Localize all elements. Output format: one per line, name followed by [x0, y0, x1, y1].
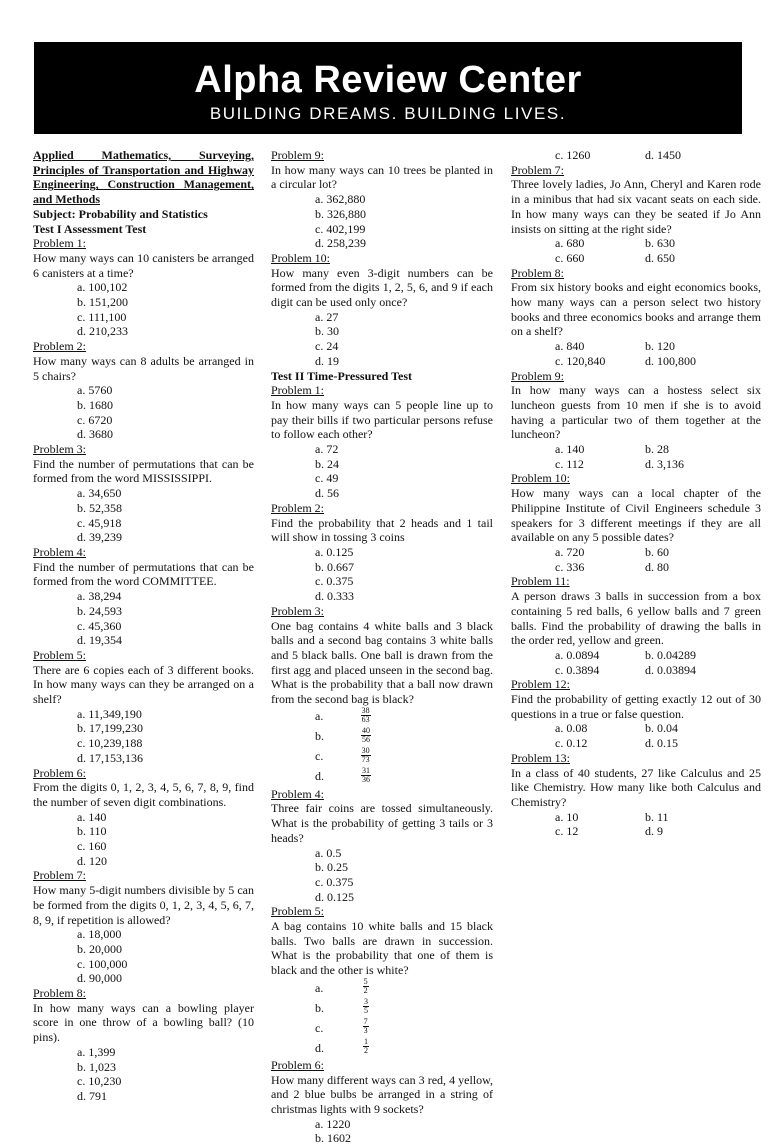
choices: a. 720 b. 60 c. 336 d. 80 — [555, 544, 669, 574]
center-title: Alpha Review Center — [194, 59, 582, 101]
choices: a. 27 b. 30 c. 24 d. 19 — [315, 309, 339, 368]
choices: a. 840 b. 120 c. 120,840 d. 100,800 — [555, 339, 696, 368]
choices: a. 140 b. 28 c. 112 d. 3,136 — [555, 442, 684, 471]
column-2 — [271, 148, 493, 1146]
choices: a. 38,294 b. 24,593 c. 45,360 d. 19,354 — [77, 589, 122, 648]
choices: a. 1220 b. 1602 — [315, 1116, 351, 1146]
subject-line: Subject: Probability and Statistics — [33, 206, 208, 221]
t2-problem-2: Problem 2: Find the probability that 2 heads and 1 tail will show in tossing 3 coins a. 0.125 b. 0.667 c. 0.375 d. 0.333 — [271, 500, 493, 604]
problem-7: Problem 7: How many 5-digit numbers divisible by 5 can be formed from the digits 0, 1, 2, 3, 4, 5, 6, 7, 8, 9, if repetition is allowed? a. 18,000 b. 20,000 c. 100,000 d. 90,000 — [33, 868, 254, 986]
choices: a. 1,399 b. 1,023 c. 10,230 d. 791 — [77, 1044, 122, 1103]
choices: a. 362,880 b. 326,880 c. 402,199 d. 258,239 — [315, 192, 366, 251]
choices: a. 5760 b. 1680 c. 6720 d. 3680 — [77, 383, 113, 442]
header-banner — [34, 42, 742, 134]
problem-8: Problem 8: In how many ways can a bowling player score in one throw of a bowling ball? (10 pins). a. 1,399 b. 1,023 c. 10,230 d. 791 — [33, 986, 254, 1103]
fraction: $\frac{3}{5}$ — [364, 996, 368, 1015]
problem-10: Problem 10: How many even 3-digit numbers can be formed from the digits 1, 2, 5, 6, and 9 if each digit can be used only once? a. 27 b. 30 c. 24 d. 19 — [271, 250, 493, 368]
choices: a. 100,102 b. 151,200 c. 111,100 d. 210,233 — [77, 280, 128, 339]
choices: a. 10 b. 11 c. 12 d. 9 — [555, 809, 669, 839]
choices: a. 0.125 b. 0.667 c. 0.375 d. 0.333 — [315, 544, 354, 604]
t2-problem-4: Problem 4: Three fair coins are tossed simultaneously. What is the probability of getting 3 tails or 3 heads? a. 0.5 b. 0.25 c. 0.375 d. 0.125 — [271, 786, 493, 904]
center-tagline: BUILDING DREAMS. BUILDING LIVES. — [209, 104, 567, 123]
fraction-choices: a. $\frac{38}{63}$ b. $\frac{40}{56}$ c. $\frac{30}{73}$ d. $\frac{31}{36}$ — [271, 707, 493, 787]
test-2-heading: Test II Time-Pressured Test — [271, 368, 413, 383]
choices: a. 11,349,190 b. 17,199,230 c. 10,239,188 d. 17,153,136 — [77, 706, 143, 765]
fraction: $\frac{40}{56}$ — [362, 725, 370, 744]
t2-problem-5: Problem 5: A bag contains 10 white balls and 15 black balls. Two balls are drawn in succession. What is the probability that one of them is black and the other is white? a. $\frac{5}{2}$ b. $\frac{3}{5}$ c. $\frac{7}{3}$ d. $\frac{1}{2}$ — [271, 904, 493, 1058]
t2-problem-6: Problem 6: How many different ways can 3 red, 4 yellow, and 2 blue bulbs be arranged in a string of christmas lights with 9 sockets? a. 1220 b. 1602 — [271, 1057, 493, 1146]
choices: a. 34,650 b. 52,358 c. 45,918 d. 39,239 — [77, 486, 122, 545]
choices: a. 140 b. 110 c. 160 d. 120 — [77, 809, 107, 868]
t2-problem-10: Problem 10: How many ways can a local chapter of the Philippine Institute of Civil Engineers schedule 3 speakers for 3 different meetings if they are all available on any 5 possible dates? a. 720 b. 60 c. 336 d. 80 — [511, 471, 761, 574]
choices: a. 0.08 b. 0.04 c. 0.12 d. 0.15 — [555, 721, 678, 751]
course-title: Applied Mathematics, Surveying, Principles of Transportation and Highway Engineering, Construction Management, and Methods — [33, 148, 254, 207]
fraction: $\frac{1}{2}$ — [364, 1036, 368, 1055]
test-1-heading: Test I Assessment Test — [33, 221, 147, 236]
t2-problem-1: Problem 1: In how many ways can 5 people line up to pay their bills if two particular persons refuse to follow each other? a. 72 b. 24 c. 49 d. 56 — [271, 383, 493, 501]
fraction: $\frac{38}{63}$ — [361, 705, 370, 724]
choices: a. 680 b. 630 c. 660 d. 650 — [555, 236, 675, 265]
t2-problem-12: Problem 12: Find the probability of getting exactly 12 out of 30 questions in a true or false question. a. 0.08 b. 0.04 c. 0.12 d. 0.15 — [511, 677, 761, 751]
t2-problem-9: Problem 9: In how many ways can a hostess select six luncheon guests from 10 men if she is to avoid having a particular two of them together at the luncheon? a. 140 b. 28 c. 112 d. 3,136 — [511, 368, 761, 471]
fraction: $\frac{5}{2}$ — [363, 976, 368, 995]
t2-problem-13: Problem 13: In a class of 40 students, 27 like Calculus and 25 like Chemistry. How many like both Calculus and Chemistry? a. 10 b. 11 c. 12 d. 9 — [511, 750, 761, 839]
problem-2: Problem 2: How many ways can 8 adults be arranged in 5 chairs? a. 5760 b. 1680 c. 6720 d. 3680 — [33, 339, 254, 442]
choices: a. 0.5 b. 0.25 c. 0.375 d. 0.125 — [315, 845, 354, 904]
problem-6: Problem 6: From the digits 0, 1, 2, 3, 4, 5, 6, 7, 8, 9, find the number of seven digit combinations. a. 140 b. 110 c. 160 d. 120 — [33, 765, 254, 868]
choices: a. 72 b. 24 c. 49 d. 56 — [315, 442, 339, 501]
problem-9: Problem 9: In how many ways can 10 trees be planted in a circular lot? a. 362,880 b. 326,880 c. 402,199 d. 258,239 — [271, 148, 493, 251]
choices: a. 18,000 b. 20,000 c. 100,000 d. 90,000 — [77, 927, 128, 986]
fraction: $\frac{7}{3}$ — [363, 1016, 368, 1035]
choices-continued: c. 1260 d. 1450 — [555, 148, 681, 162]
t2-problem-8: Problem 8: From six history books and eight economics books, how many ways can a person select two history books and three economics books and arrange them on a shelf? a. 840 b. 120 c. 120,840 d. 100,800 — [511, 265, 761, 368]
problem-3: Problem 3: Find the number of permutations that can be formed from the word MISSISSIPPI. a. 34,650 b. 52,358 c. 45,918 d. 39,239 — [33, 442, 254, 545]
problem-4: Problem 4: Find the number of permutations that can be formed from the word COMMITTEE. a. 38,294 b. 24,593 c. 45,360 d. 19,354 — [33, 544, 254, 648]
fraction: $\frac{30}{73}$ — [361, 745, 370, 764]
t2-problem-11: Problem 11: A person draws 3 balls in succession from a box containing 5 red balls, 6 yellow balls and 7 green balls. Find the probability of drawing the balls in the order red, yellow and green. a. 0.0894 b. 0.04289 c. 0.3894 d. 0.03894 — [511, 574, 761, 677]
choices: a. 0.0894 b. 0.04289 c. 0.3894 d. 0.03894 — [555, 647, 696, 677]
problem-1: Problem 1: How many ways can 10 canisters be arranged 6 canisters at a time? a. 100,102 b. 151,200 c. 111,100 d. 210,233 — [33, 236, 254, 339]
fraction: $\frac{31}{36}$ — [362, 765, 370, 784]
fraction-choices: a. $\frac{5}{2}$ b. $\frac{3}{5}$ c. $\frac{7}{3}$ d. $\frac{1}{2}$ — [271, 978, 493, 1058]
column-3 — [511, 148, 761, 839]
t2-problem-7: Problem 7: Three lovely ladies, Jo Ann, Cheryl and Karen rode in a minibus that had six vacant seats on each side. In how many ways can they be seated if Jo Ann insists on sitting at the right side? a. 680 b. 630 c. 660 d. 650 — [511, 162, 761, 265]
column-1 — [33, 148, 254, 1104]
t2-problem-3: Problem 3: One bag contains 4 white balls and 3 black balls and a second bag contains 3 white balls and 5 black balls. One ball is drawn from the first agg and placed unseen in the second bag. What is the probability that a ball now drawn from the second bag is black? a. $\frac{38}{63}$ b. $\frac{40}{56}$ c. $\frac{30}{73}$ d. $\frac{31}{36}$ — [271, 604, 493, 787]
problem-5: Problem 5: There are 6 copies each of 3 different books. In how many ways can they be arranged on a shelf? a. 11,349,190 b. 17,199,230 c. 10,239,188 d. 17,153,136 — [33, 647, 254, 765]
